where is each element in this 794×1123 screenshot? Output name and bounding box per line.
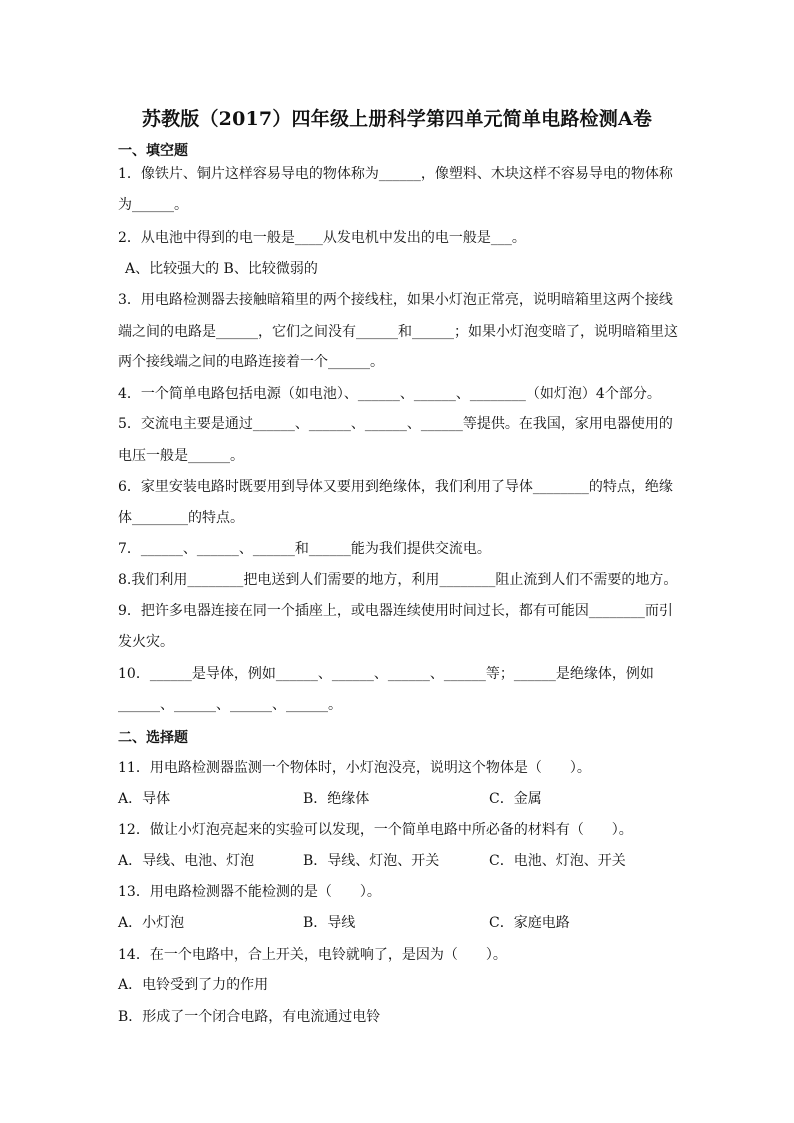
q3-line-2: 端之间的电路是______，它们之间没有______和______；如果小灯泡变暗了，说明暗箱里这 <box>118 324 678 340</box>
q13-option-a: A．小灯泡 <box>118 915 185 931</box>
q2-options: A、比较强大的 B、比较微弱的 <box>125 261 318 277</box>
section-choice-heading: 二、选择题 <box>118 730 188 746</box>
page-title: 苏教版（2017）四年级上册科学第四单元简单电路检测A卷 <box>141 108 653 130</box>
section-fill-blank-heading: 一、填空题 <box>118 143 188 159</box>
q11-option-b: B．绝缘体 <box>303 791 370 807</box>
q3-line-1: 3．用电路检测器去接触暗箱里的两个接线柱，如果小灯泡正常亮，说明暗箱里这两个接线 <box>118 292 673 308</box>
q3-line-3: 两个接线端之间的电路连接着一个______。 <box>118 354 384 370</box>
q12-option-c: C．电池、灯泡、开关 <box>489 853 626 869</box>
q12-option-a: A．导线、电池、灯泡 <box>118 853 255 869</box>
q7-line: 7．______、______、______和______能为我们提供交流电。 <box>118 541 491 557</box>
q9-line-1: 9．把许多电器连接在同一个插座上，或电器连续使用时间过长，都有可能因________而引 <box>118 603 673 619</box>
q2-line: 2．从电池中得到的电一般是____从发电机中发出的电一般是___。 <box>118 230 526 246</box>
q8-line: 8.我们利用________把电送到人们需要的地方，利用________阻止流到人们不需要的地方。 <box>118 572 678 588</box>
q13-stem: 13．用电路检测器不能检测的是（ ）。 <box>118 884 381 900</box>
q9-line-2: 发火灾。 <box>118 634 174 650</box>
q4-line: 4．一个简单电路包括电源（如电池）、______、______、________（如灯泡）4个部分。 <box>118 386 661 402</box>
q6-line-1: 6．家里安装电路时既要用到导体又要用到绝缘体，我们利用了导体________的特点，绝缘 <box>118 479 673 495</box>
q11-stem: 11．用电路检测器监测一个物体时，小灯泡没亮，说明这个物体是（ ）。 <box>118 760 591 776</box>
q14-stem: 14．在一个电路中，合上开关，电铃就响了，是因为（ ）。 <box>118 947 507 963</box>
q14-option-b: B．形成了一个闭合电路，有电流通过电铃 <box>118 1009 381 1025</box>
q13-option-c: C．家庭电路 <box>489 915 570 931</box>
q10-line-2: ______、______、______、______。 <box>118 697 342 713</box>
q14-option-a: A．电铃受到了力的作用 <box>118 977 269 993</box>
q13-option-b: B．导线 <box>303 915 356 931</box>
q12-stem: 12．做让小灯泡亮起来的实验可以发现，一个简单电路中所必备的材料有（ ）。 <box>118 822 633 838</box>
q1-line-1: 1．像铁片、铜片这样容易导电的物体称为______，像塑料、木块这样不容易导电的物体称 <box>118 166 673 182</box>
q11-option-c: C．金属 <box>489 791 542 807</box>
q5-line-1: 5．交流电主要是通过______、______、______、______等提供。在我国，家用电器使用的 <box>118 416 673 432</box>
q12-option-b: B．导线、灯泡、开关 <box>303 853 440 869</box>
q6-line-2: 体________的特点。 <box>118 510 244 526</box>
q11-option-a: A．导体 <box>118 791 171 807</box>
q1-line-2: 为______。 <box>118 197 188 213</box>
q5-line-2: 电压一般是______。 <box>118 448 244 464</box>
q10-line-1: 10．______是导体，例如______、______、______、______等；______是绝缘体，例如 <box>118 666 654 682</box>
